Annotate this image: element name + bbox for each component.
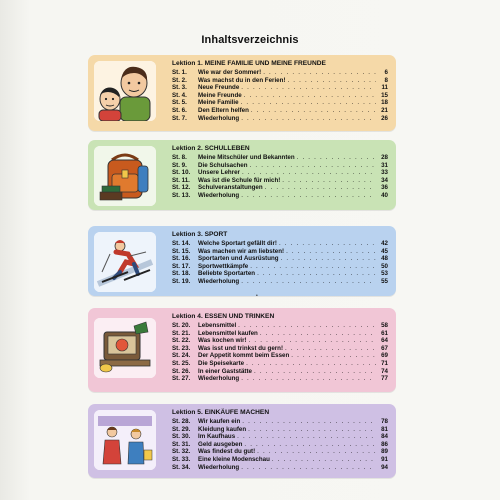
- entry-title: Was ist die Schule für mich!: [198, 176, 281, 184]
- entry-title: Wiederholung: [198, 277, 240, 285]
- entry-title: Wiederholung: [198, 463, 240, 471]
- lesson-4-block: [88, 308, 396, 392]
- entry-number: St. 25.: [172, 359, 191, 367]
- entry-number: St. 2.: [172, 76, 187, 84]
- entry-title: Welche Sportart gefällt dir!: [198, 240, 277, 247]
- entry-page: 74: [381, 367, 388, 375]
- entry-number: St. 4.: [172, 91, 187, 99]
- entry-title: Eine kleine Modenschau: [198, 455, 270, 463]
- entry-number: St. 34.: [172, 463, 191, 471]
- toc-entry[interactable]: [172, 270, 388, 278]
- entry-number: St. 1.: [172, 69, 187, 76]
- entry-page: 31: [381, 161, 388, 169]
- entry-title: Wir kaufen ein: [198, 418, 241, 425]
- toc-entry[interactable]: [172, 278, 388, 286]
- entry-title: Die Speisekarte: [198, 359, 245, 367]
- entry-number: St. 27.: [172, 375, 191, 383]
- entry-page: 42: [381, 240, 388, 247]
- entry-page: 15: [381, 91, 388, 99]
- entry-page: 8: [384, 76, 388, 84]
- toc-entry[interactable]: [172, 441, 388, 449]
- toc-entry[interactable]: [172, 352, 388, 360]
- toc-entry[interactable]: [172, 426, 388, 434]
- toc-entry[interactable]: [172, 115, 388, 123]
- entry-title: Lebensmittel kaufen: [198, 329, 258, 337]
- entry-page: 67: [381, 344, 388, 352]
- lesson-4-content: [172, 313, 388, 383]
- toc-entry[interactable]: [172, 177, 388, 185]
- lesson-title: Lektion 1. MEINE FAMILIE UND MEINE FREUNDE: [172, 60, 326, 67]
- toc-entry[interactable]: [172, 322, 388, 330]
- entry-number: St. 32.: [172, 448, 191, 456]
- entry-number: St. 11.: [172, 176, 190, 184]
- entry-page: 26: [381, 114, 388, 122]
- entry-title: Unsere Lehrer: [198, 169, 240, 177]
- entry-page: 48: [381, 255, 388, 263]
- entry-number: St. 22.: [172, 337, 191, 345]
- entry-page: 94: [381, 463, 388, 471]
- lesson-3-content: [172, 231, 388, 286]
- toc-entry[interactable]: [172, 84, 388, 92]
- entry-title: Lebensmittel: [198, 322, 237, 329]
- toc-entry[interactable]: [172, 263, 388, 271]
- toc-entry[interactable]: [172, 375, 388, 383]
- entry-page: 11: [381, 84, 388, 92]
- lesson-5-block: [88, 404, 396, 478]
- entry-title: Geld ausgeben: [198, 440, 243, 448]
- toc-entry[interactable]: [172, 99, 388, 107]
- lesson-title: Lektion 4. ESSEN UND TRINKEN: [172, 313, 275, 320]
- entry-page: 18: [381, 99, 388, 107]
- skier-icon: [94, 232, 156, 292]
- entry-title: Wiederholung: [198, 375, 240, 383]
- entry-number: St. 7.: [172, 114, 187, 122]
- shopping-icon: [94, 410, 156, 470]
- entry-title: Sportwettkämpfe: [198, 262, 249, 270]
- entry-number: St. 23.: [172, 344, 191, 352]
- lesson-1-content: [172, 60, 388, 122]
- entry-page: 53: [381, 270, 388, 278]
- entry-title: Sportarten und Ausrüstung: [198, 255, 279, 263]
- toc-entry[interactable]: [172, 464, 388, 472]
- entry-number: St. 10.: [172, 169, 191, 177]
- entry-page: 69: [381, 352, 388, 360]
- entry-title: Was isst und trinkst du gern!: [198, 344, 284, 352]
- entry-number: St. 29.: [172, 425, 191, 433]
- entry-number: St. 20.: [172, 322, 191, 329]
- entry-title: Neue Freunde: [198, 84, 240, 92]
- entry-page: 50: [381, 262, 388, 270]
- school-bag-icon: [94, 146, 156, 206]
- toc-entry[interactable]: [172, 77, 388, 85]
- page-title: Inhaltsverzeichnis: [201, 34, 299, 46]
- entry-number: St. 28.: [172, 418, 191, 425]
- entry-page: 91: [381, 455, 388, 463]
- entry-number: St. 19.: [172, 277, 191, 285]
- toc-entry[interactable]: [172, 69, 388, 77]
- entry-title: Beliebte Sportarten: [198, 270, 256, 278]
- entry-number: St. 9.: [172, 161, 187, 169]
- entry-page: 81: [381, 425, 388, 433]
- lesson-title: Lektion 5. EINKÄUFE MACHEN: [172, 409, 270, 416]
- lesson-3-block: [88, 226, 396, 296]
- entry-number: St. 8.: [172, 154, 187, 161]
- entry-number: St. 15.: [172, 247, 191, 255]
- entry-page: 34: [381, 176, 388, 184]
- entry-number: St. 16.: [172, 255, 191, 263]
- entry-page: 36: [381, 184, 388, 192]
- entry-number: St. 17.: [172, 262, 191, 270]
- entry-page: 58: [381, 322, 388, 329]
- entry-number: St. 21.: [172, 329, 191, 337]
- toc-entry[interactable]: [172, 192, 388, 200]
- entry-title: Wiederholung: [198, 191, 240, 199]
- entry-page: 71: [381, 359, 388, 367]
- page-mark: •: [256, 293, 258, 299]
- toc-entry[interactable]: [172, 240, 388, 248]
- toc-entry[interactable]: [172, 418, 388, 426]
- entry-page: 64: [381, 337, 388, 345]
- entry-title: Schulveranstaltungen: [198, 184, 263, 192]
- entry-page: 77: [381, 375, 388, 383]
- toc-entry[interactable]: [172, 330, 388, 338]
- entry-page: 89: [381, 448, 388, 456]
- entry-title: Wie war der Sommer!: [198, 69, 262, 76]
- entry-page: 6: [384, 69, 388, 76]
- entry-title: Den Eltern helfen: [198, 106, 249, 114]
- toc-entry[interactable]: [172, 368, 388, 376]
- toc-entry[interactable]: [172, 92, 388, 100]
- toc-entry[interactable]: [172, 360, 388, 368]
- lesson-2-block: [88, 140, 396, 210]
- entry-title: Was machen wir am liebsten!: [198, 247, 285, 255]
- entry-number: St. 5.: [172, 99, 187, 107]
- entry-number: St. 6.: [172, 106, 187, 114]
- entry-page: 61: [381, 329, 388, 337]
- toc-entry[interactable]: [172, 154, 388, 162]
- entry-page: 86: [381, 440, 388, 448]
- entry-title: Wiederholung: [198, 114, 240, 122]
- entry-page: 84: [381, 433, 388, 441]
- family-icon: [94, 61, 156, 121]
- entry-number: St. 14.: [172, 240, 191, 247]
- lesson-5-content: [172, 409, 388, 471]
- entry-title: Meine Freunde: [198, 91, 242, 99]
- toc-entry[interactable]: [172, 255, 388, 263]
- toc-entry[interactable]: [172, 456, 388, 464]
- entry-title: Was machst du in den Ferien!: [198, 76, 286, 84]
- entry-number: St. 30.: [172, 433, 191, 441]
- entry-page: 45: [381, 247, 388, 255]
- entry-title: Was findest du gut!: [198, 448, 256, 456]
- toc-entry[interactable]: [172, 184, 388, 192]
- entry-title: In einer Gaststätte: [198, 367, 252, 375]
- entry-page: 55: [381, 277, 388, 285]
- toc-entry[interactable]: [172, 448, 388, 456]
- lesson-title: Lektion 3. SPORT: [172, 231, 228, 238]
- entry-page: 33: [381, 169, 388, 177]
- entry-title: Die Schulsachen: [198, 161, 248, 169]
- entry-number: St. 12.: [172, 184, 191, 192]
- toc-entry[interactable]: [172, 337, 388, 345]
- entry-title: Meine Mitschüler und Bekannten: [198, 154, 295, 161]
- toc-entry[interactable]: [172, 107, 388, 115]
- toc-entry[interactable]: [172, 345, 388, 353]
- entry-title: Was kochen wir!: [198, 337, 247, 345]
- lesson-1-block: [88, 55, 396, 131]
- entry-page: 28: [381, 154, 388, 161]
- entry-title: Kleidung kaufen: [198, 425, 247, 433]
- entry-title: Meine Familie: [198, 99, 239, 107]
- entry-number: St. 3.: [172, 84, 187, 92]
- entry-page: 78: [381, 418, 388, 425]
- entry-number: St. 26.: [172, 367, 191, 375]
- entry-number: St. 24.: [172, 352, 191, 360]
- entry-title: Der Appetit kommt beim Essen: [198, 352, 290, 360]
- entry-title: Im Kaufhaus: [198, 433, 236, 441]
- lesson-title: Lektion 2. SCHULLEBEN: [172, 145, 250, 152]
- entry-page: 40: [381, 191, 388, 199]
- kitchen-icon: [94, 318, 156, 378]
- entry-number: St. 33.: [172, 455, 191, 463]
- toc-entry[interactable]: [172, 433, 388, 441]
- entry-number: St. 13.: [172, 191, 191, 199]
- lesson-2-content: [172, 145, 388, 200]
- toc-entry[interactable]: [172, 248, 388, 256]
- toc-entry[interactable]: [172, 169, 388, 177]
- entry-number: St. 31.: [172, 440, 191, 448]
- entry-number: St. 18.: [172, 270, 191, 278]
- toc-entry[interactable]: [172, 162, 388, 170]
- entry-page: 21: [381, 106, 388, 114]
